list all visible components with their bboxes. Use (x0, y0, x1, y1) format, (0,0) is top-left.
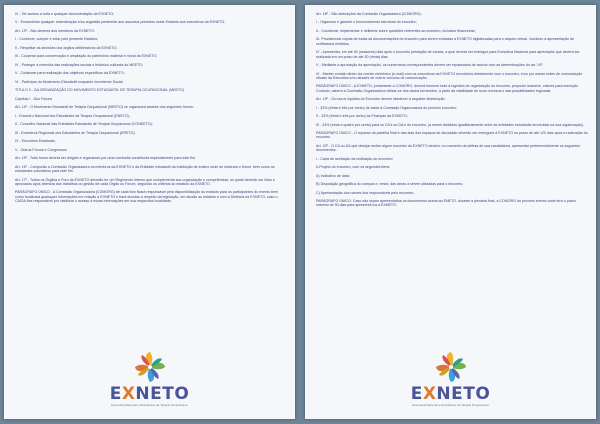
paragraph: B) Disposição geográfica do campus e, neste, das áreas a serem utilizadas para o encontro; (316, 182, 464, 187)
pinwheel-logo-icon (133, 350, 167, 384)
paragraph: IV - Encontros Estaduais; (15, 139, 56, 144)
left-document-page (4, 5, 295, 419)
left-page-content (15, 12, 287, 207)
logo-letter-e: E (109, 384, 122, 404)
paragraph: III - Cooperar para conservação e ampliação do patrimônio material e moral da EXNETO; (15, 54, 158, 59)
paragraph: II - Respeitar as decisões dos órgãos deliberativos da EXNETO; (15, 45, 118, 50)
paragraph: IV - Ter acesso a toda e qualquer documentação da EXNETO; (15, 12, 115, 16)
exneto-logo (396, 350, 506, 407)
paragraph: II - Conselho Nacional das Entidades Estudantis de Terapia Ocupacional (CONEETO); (15, 122, 153, 127)
paragraph: I - Conhecer, cumprir e zelar pelo presente Estatuto; (15, 37, 99, 42)
paragraph: V - Encaminhar qualquer reivindicação e/ou sugestão pertinente aos assuntos previstos neste Estatuto aos executivos da EXNETO. (15, 20, 226, 25)
paragraph: PARÁGRAFO ÚNICO: Caso não sejam apresentados os documentos acima ao ENETO, durante a plenária final, a COMORG do próximo evento onde terá o prazo máximo de 90 dias para apresentá-los à EXNETO. (316, 198, 576, 208)
logo-word-neto: NETO (135, 384, 190, 404)
paragraph: IV - Proteger a memória das realizações sociais e histórico-culturais do MEETO; (15, 62, 143, 67)
paragraph: PARÁGRAFO ÚNICO - A EXNETO, juntamente a COMORG, deverá fornecer toda a logística de organização do encontro, proposto inclusive, valores para inscrição. Contudo, caberá à Comissão Organizadora utilizar-se dos dados fornecidos, a partir da viabilidade de seus recursos e das possibilidades regionais. (316, 84, 579, 93)
logo-tagline: Executiva Nacional e Estudantes de Terapia Ocupacional (412, 403, 489, 407)
logo-letter-x: X (422, 384, 437, 404)
paragraph: I - 33% (trinta e três por cento) de saldo à Comissão Organizadora do próximo encontro; (316, 105, 457, 110)
paragraph: I - Organizar e garantir o funcionamento estrutural do encontro; (316, 20, 417, 25)
paragraph: Art. 17º - Todos os Órgãos e Foro da EXNETO deverão ter um Regimento Interno que complementa sua organização e competências, os quais deverão ser lidos e aprovados após abertura dos trabalhos ou gestão de cada Órgão ou Fórum, seguindo os critérios do estatuto da EXNETO. (15, 177, 275, 186)
paragraph: II-Projeto do encontro, com os seguintes itens; (316, 165, 391, 170)
chapter-title: Capítulo I - Dos Fóruns (15, 96, 53, 101)
logo-word-neto: NETO (436, 384, 491, 404)
logo-wordmark (396, 385, 506, 403)
logo-tagline: Executiva Nacional e Estudantes de Terapia Ocupacional (111, 403, 188, 407)
paragraph: III- Providenciar cópias de todas as documentações do encontro para serem enviadas a EXNETO digitalizadas para o arquivo virtual, incluindo a apresentação de certificados emitidos; (316, 37, 575, 46)
right-page-content (316, 12, 588, 212)
logo-letter-x: X (121, 384, 136, 404)
paragraph: Art. 16º - Comporão a Comissão Organizadora os membros da EXNETO e da Entidade estudantil da instituição de ensino onde se realizará o fórum, bem como os estudantes voluntários para este fim. (15, 164, 275, 174)
section-title: TÍTULO II - DA ORGANIZAÇÃO DO MOVIMENTO ESTUDANTIL DE TERAPIA OCUPACIONAL (MEETO) (15, 88, 184, 93)
pinwheel-logo-icon (434, 350, 468, 384)
paragraph: V - Colaborar para realização dos objetivos específicos da EXNETO; (15, 71, 125, 76)
paragraph: Art. 13º - São deveres dos membros da EXNETO: (15, 28, 95, 33)
paragraph: V - Outros Fóruns e Congressos. (15, 147, 68, 152)
logo-letter-e: E (410, 384, 423, 404)
paragraph: III - 34% (trinta e quatro por cento) para os CA's ou DA's do encontro, (a serem divididos igualitariamente entre as entidades estudantis envolvidas na sua organização). (316, 122, 584, 127)
paragraph: Art. 14º - O Movimento Estudantil de Terapia Ocupacional (MEETO) se organizará através dos seguintes fóruns: (15, 105, 194, 110)
paragraph: VI - Manter contato direto via correio eletrônico (e-mail) com os executivos da EXNETO envolvidos diretamente com o encontro, e/ou por outras redes de comunicação oficiais da Executiva e/ou através de outros veículos de comunicação. (316, 71, 583, 80)
paragraph: II - Coordenar, implementar e deliberar sobre questões referentes ao encontro, inclusive financeiras; (316, 28, 476, 33)
paragraph: Art. 15º - Todo fórum deverá ser dirigido e organizado por uma comissão constituída especialmente para este fim. (15, 156, 197, 161)
paragraph: I - Carta de aceitação da instituição do encontro; (316, 156, 394, 161)
paragraph: V - Mediante a aprovação da apreciação, os numerários correspondentes devem ser repassados de acordo com as determinações do art. 19º. (316, 63, 544, 68)
paragraph: I - Encontro Nacional dos Estudantes de Terapia Ocupacional (ENETO); (15, 113, 130, 118)
paragraph: IV - Apresentar, em até 60 (sessenta) dias após o encontro prestação de contas, a qual deverá ser entregue para Executiva Nacional para apreciação que deverá ser realizada em um prazo de até 30 (trinta) dias. (316, 50, 580, 59)
paragraph: Art. 19º - Os lucros líquidos do Encontro devem obedecer à seguinte distribuição: (316, 97, 446, 102)
right-document-page (305, 5, 596, 419)
paragraph: C) Apresentação dos nomes dos responsáveis pelo encontro; (316, 190, 415, 195)
paragraph: A) Indicativo de data; (316, 173, 350, 178)
paragraph: PARÁGRAFO ÚNICO - O repasse da planilha final e das atas dos espaços de discussão deverão ser entregues à EXNETO no prazo de até 120 dias após a realização do encontro. (316, 131, 588, 140)
paragraph: II - 33% (trinta e três por cento) às Finanças da EXNETO; (316, 114, 408, 119)
logo-wordmark (95, 385, 205, 403)
paragraph: PARÁGRAFO ÚNICO - A Comissão Organizadora (COMORG) de cada foro ficará responsável pela disponibilização do estatuto para os participantes do evento bem como focalizará quaisquer informações em relação a EXNETO e trará dúvidas a respeito da legislação, em alusão ao estatuto e com a Diretoria da EXNETO, caso o CA/DA fica responsável por viabilizar o acesso a essas informações em sua respectiva localidade. (15, 190, 278, 203)
paragraph: Art. 18º - São atribuições da Comissão Organizadora (COMORG): (316, 12, 422, 16)
paragraph: Art. 20º - O CA ou DA que desejar sediar algum encontro da EXNETO deverá, no momento da defesa de sua candidatura, apresentar preferencialmente os seguintes documentos: (316, 143, 580, 153)
exneto-logo (95, 350, 205, 407)
paragraph: III - Encontros Regionais dos Estudantes de Terapia Ocupacional (ERETO); (15, 130, 136, 135)
paragraph: VI - Participar do Movimento Estudantil enquanto movimento Social; (15, 79, 124, 84)
